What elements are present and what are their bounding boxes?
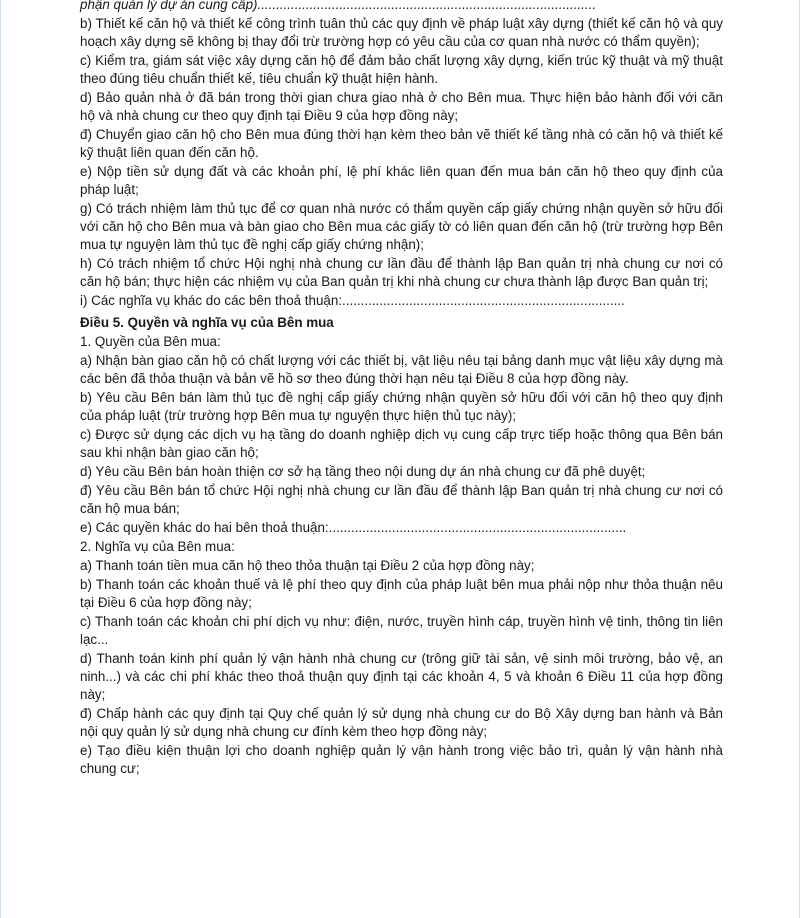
paragraph-buyer-obligation-a: a) Thanh toán tiền mua căn hộ theo thỏa thuận tại Điều 2 của hợp đồng này; <box>80 558 535 573</box>
paragraph-buyer-right-d: d) Yêu cầu Bên bán hoàn thiện cơ sở hạ tầng theo nội dung dự án nhà chung cư đã phê duyệt; <box>80 464 646 479</box>
paragraph-seller-duty-c: c) Kiểm tra, giám sát việc xây dựng căn hộ để đảm bảo chất lượng xây dựng, kiến trúc kỹ thuật và mỹ thuật theo đúng tiêu chuẩn thiết kế, tiêu chuẩn kỹ thuật hiện hành. <box>80 53 723 86</box>
paragraph-buyer-obligation-b: b) Thanh toán các khoản thuế và lệ phí theo quy định của pháp luật bên mua phải nộp như thỏa thuận nêu tại Điều 6 của hợp đồng này; <box>80 577 723 610</box>
subheading-buyer-rights: 1. Quyền của Bên mua: <box>80 334 221 349</box>
document-body <box>80 0 723 779</box>
paragraph-seller-duty-d: d) Bảo quản nhà ở đã bán trong thời gian chưa giao nhà ở cho Bên mua. Thực hiện bảo hành đối với căn hộ và nhà chung cư theo quy định tại Điều 9 của hợp đồng này; <box>80 90 723 123</box>
section-heading-article-5: Điều 5. Quyền và nghĩa vụ của Bên mua <box>80 315 334 330</box>
paragraph-seller-duty-g: g) Có trách nhiệm làm thủ tục để cơ quan nhà nước có thẩm quyền cấp giấy chứng nhận quyền sở hữu đối với căn hộ cho Bên mua và bàn giao cho Bên mua các giấy tờ có liên quan đến căn hộ (trừ trường hợp Bên mua tự nguyện làm thủ tục đề nghị cấp giấy chứng nhận); <box>80 201 723 252</box>
paragraph-seller-duty-dd: đ) Chuyển giao căn hộ cho Bên mua đúng thời hạn kèm theo bản vẽ thiết kế tầng nhà có căn hộ và thiết kế kỹ thuật liên quan đến căn hộ. <box>80 127 723 160</box>
paragraph-project-management-supply: phận quản lý dự án cung cấp)........................................................................................... <box>80 0 597 12</box>
paragraph-seller-duty-i: i) Các nghĩa vụ khác do các bên thoả thuận:............................................................................ <box>80 293 625 308</box>
paragraph-seller-duty-b: b) Thiết kế căn hộ và thiết kế công trình tuân thủ các quy định về pháp luật xây dựng (thiết kế căn hộ và quy hoạch xây dựng sẽ không bị thay đổi trừ trường hợp có yêu cầu của cơ quan nhà nước có thẩm quyền); <box>80 16 723 49</box>
paragraph-seller-duty-h: h) Có trách nhiệm tổ chức Hội nghị nhà chung cư lần đầu để thành lập Ban quản trị nhà chung cư nơi có căn hộ bán; thực hiện các nhiệm vụ của Ban quản trị khi nhà chung cư chưa thành lập được Ban quản trị; <box>80 256 723 289</box>
paragraph-buyer-right-dd: đ) Yêu cầu Bên bán tổ chức Hội nghị nhà chung cư lần đầu để thành lập Ban quản trị nhà chung cư nơi có căn hộ mua bán; <box>80 483 723 516</box>
paragraph-buyer-right-b: b) Yêu cầu Bên bán làm thủ tục đề nghị cấp giấy chứng nhận quyền sở hữu đối với căn hộ theo quy định của pháp luật (trừ trường hợp Bên mua tự nguyện thực hiện thủ tục này); <box>80 390 723 423</box>
paragraph-buyer-obligation-d: d) Thanh toán kinh phí quản lý vận hành nhà chung cư (trông giữ tài sản, vệ sinh môi trường, bảo vệ, an ninh...) và các chi phí khác theo thoả thuận quy định tại các khoản 4, 5 và khoản 6 Điều 11 của hợp đồng này; <box>80 651 723 702</box>
paragraph-buyer-right-e: e) Các quyền khác do hai bên thoả thuận:................................................................................ <box>80 520 627 535</box>
subheading-buyer-obligations: 2. Nghĩa vụ của Bên mua: <box>80 539 235 554</box>
paragraph-buyer-obligation-c: c) Thanh toán các khoản chi phí dịch vụ như: điện, nước, truyền hình cáp, truyền hình vệ tinh, thông tin liên lạc... <box>80 614 723 647</box>
paragraph-buyer-obligation-e: e) Tạo điều kiện thuận lợi cho doanh nghiệp quản lý vận hành trong việc bảo trì, quản lý vận hành nhà chung cư; <box>80 743 723 776</box>
paragraph-seller-duty-e: e) Nộp tiền sử dụng đất và các khoản phí, lệ phí khác liên quan đến mua bán căn hộ theo quy định của pháp luật; <box>80 164 723 197</box>
paragraph-buyer-obligation-dd: đ) Chấp hành các quy định tại Quy chế quản lý sử dụng nhà chung cư do Bộ Xây dựng ban hành và Bản nội quy quản lý sử dụng nhà chung cư đính kèm theo hợp đồng này; <box>80 706 723 739</box>
paragraph-buyer-right-a: a) Nhận bàn giao căn hộ có chất lượng với các thiết bị, vật liệu nêu tại bảng danh mục vật liệu xây dựng mà các bên đã thỏa thuận và bản vẽ hồ sơ theo đúng thời hạn nêu tại Điều 8 của hợp đồng này. <box>80 353 723 386</box>
paragraph-buyer-right-c: c) Được sử dụng các dịch vụ hạ tầng do doanh nghiệp dịch vụ cung cấp trực tiếp hoặc thông qua Bên bán sau khi nhận bàn giao căn hộ; <box>80 427 723 460</box>
